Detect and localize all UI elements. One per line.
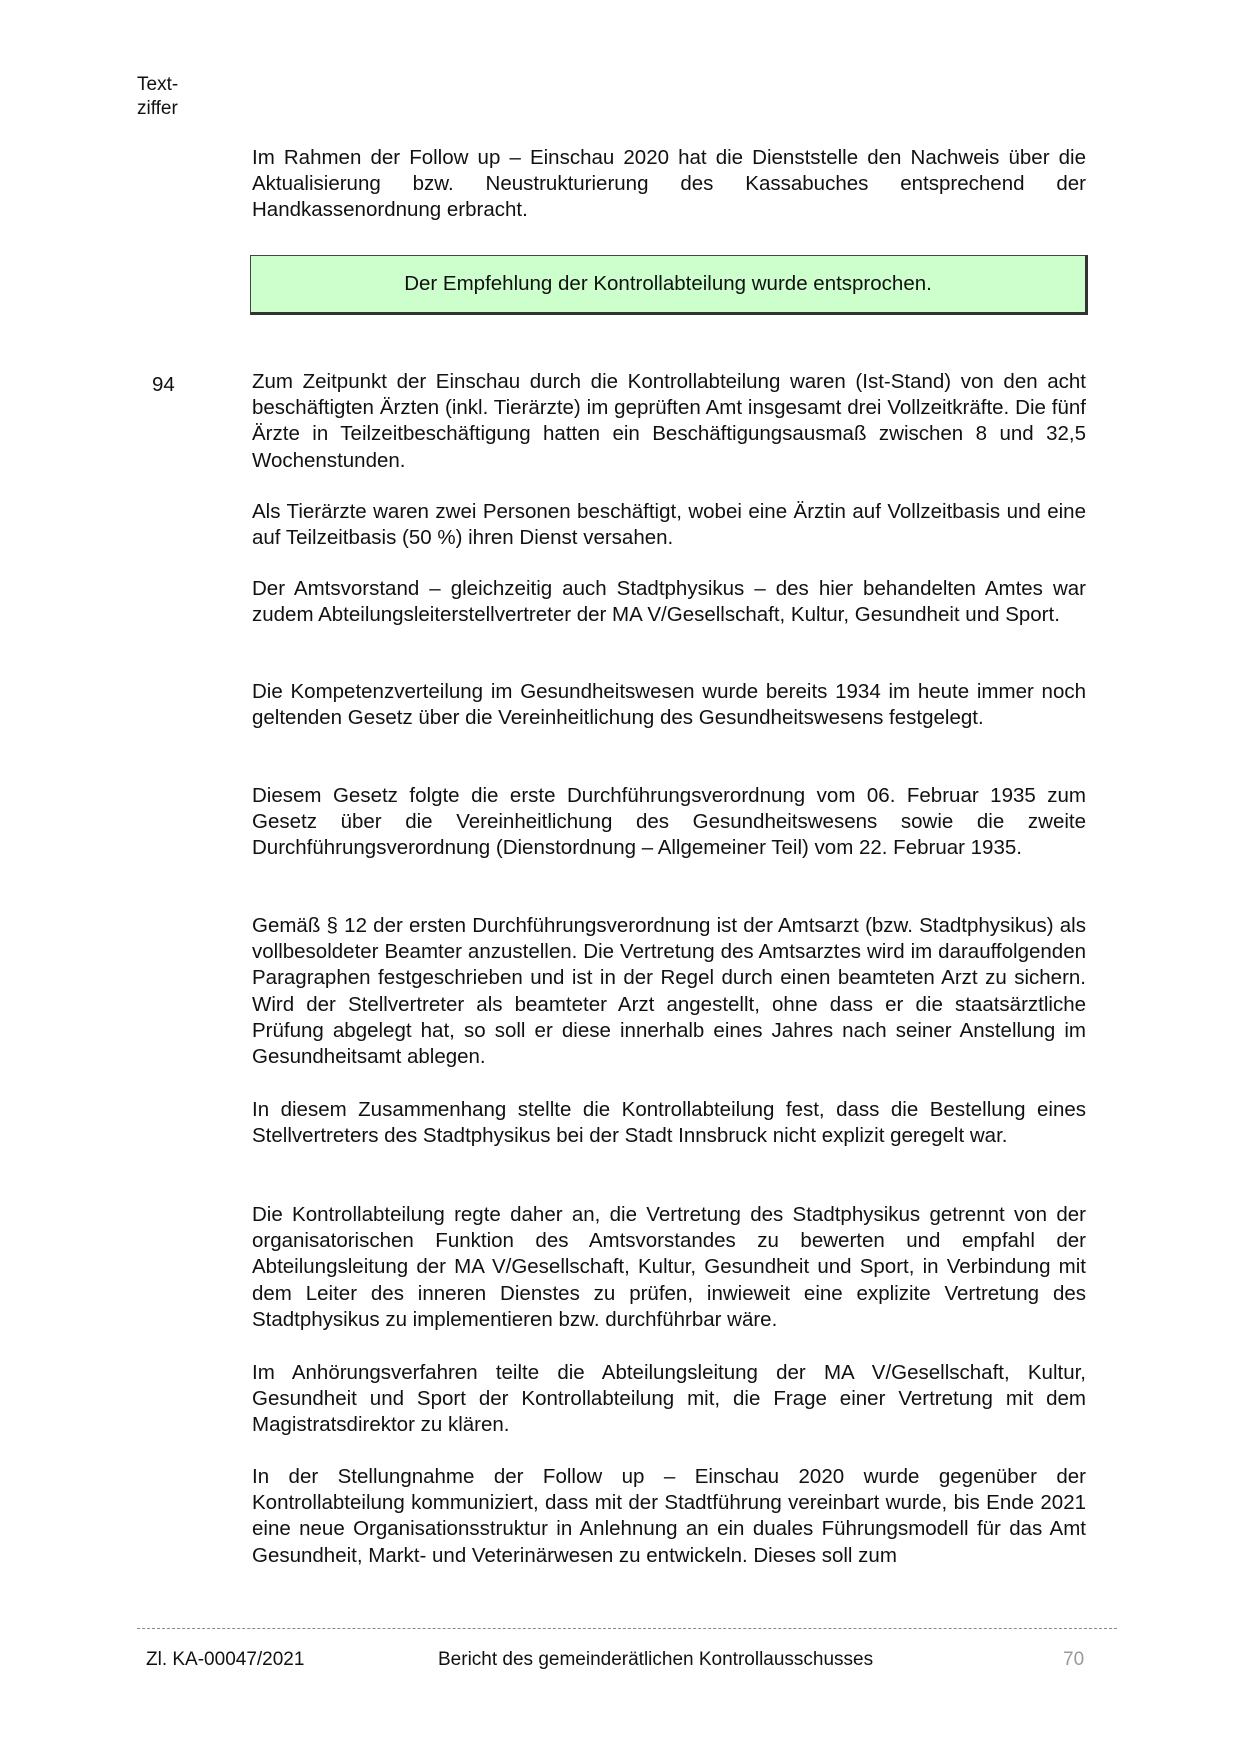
section-number: 94 (152, 373, 175, 396)
section-paragraph-1: Zum Zeitpunkt der Einschau durch die Kontrollabteilung waren (Ist-Stand) von den acht beschäftigten Ärzten (inkl. Tierärzte) im geprüften Amt insgesamt drei Vollzeitkräfte. Die fünf Ärzte in Teilzeitbeschäftigung hatten ein Beschäftigungsausmaß zwischen 8 und 32,5 Wochenstunden. (252, 370, 1086, 472)
recommendation-box (250, 255, 1088, 315)
section-paragraph-8: Die Kontrollabteilung regte daher an, die Vertretung des Stadtphysikus getrennt von der organisatorischen Funktion des Amtsvorstandes zu bewerten und empfahl der Abteilungsleitung der MA V/Gesellschaft, Kultur, Gesundheit und Sport, in Verbindung mit dem Leiter des inneren Dienstes zu prüfen, inwieweit eine explizite Vertretung des Stadtphysikus zu implementieren bzw. durchführbar wäre. (252, 1203, 1086, 1331)
footer-report-title: Bericht des gemeinderätlichen Kontrollausschusses (438, 1649, 874, 1670)
section-paragraph-7: In diesem Zusammenhang stellte die Kontrollabteilung fest, dass die Bestellung eines Stellvertreters des Stadtphysikus bei der Stadt Innsbruck nicht explizit geregelt war. (252, 1098, 1086, 1148)
section-paragraph-9: Im Anhörungsverfahren teilte die Abteilungsleitung der MA V/Gesellschaft, Kultur, Gesundheit und Sport der Kontrollabteilung mit, die Frage einer Vertretung mit dem Magistratsdirektor zu klären. (252, 1361, 1086, 1437)
section-paragraph-10: In der Stellungnahme der Follow up – Einschau 2020 wurde gegenüber der Kontrollabteilung kommuniziert, dass mit der Stadtführung vereinbart wurde, bis Ende 2021 eine neue Organisationsstruktur in Anlehnung an ein duales Führungsmodell für das Amt Gesundheit, Markt- und Veterinärwesen zu entwickeln. Dieses soll zum (252, 1465, 1086, 1567)
margin-label-textziffer: Text- ziffer (137, 74, 179, 119)
intro-paragraph: Im Rahmen der Follow up – Einschau 2020 hat die Dienststelle den Nachweis über die Aktualisierung bzw. Neustrukturierung des Kassabuches entsprechend der Handkassenordnung erbracht. (252, 146, 1086, 222)
section-paragraph-3: Der Amtsvorstand – gleichzeitig auch Stadtphysikus – des hier behandelten Amtes war zudem Abteilungsleiterstellvertreter der MA V/Gesellschaft, Kultur, Gesundheit und Sport. (252, 577, 1086, 627)
page-number: 70 (1063, 1649, 1085, 1670)
footer-reference: Zl. KA-00047/2021 (146, 1649, 305, 1670)
section-paragraph-5: Diesem Gesetz folgte die erste Durchführungsverordnung vom 06. Februar 1935 zum Gesetz über die Vereinheitlichung des Gesundheitswesens sowie die zweite Durchführungsverordnung (Dienstordnung – Allgemeiner Teil) vom 22. Februar 1935. (252, 784, 1086, 860)
section-paragraph-4: Die Kompetenzverteilung im Gesundheitswesen wurde bereits 1934 im heute immer noch geltenden Gesetz über die Vereinheitlichung des Gesundheitswesens festgelegt. (252, 680, 1086, 730)
recommendation-text: Der Empfehlung der Kontrollabteilung wurde entsprochen. (404, 272, 932, 295)
section-paragraph-6: Gemäß § 12 der ersten Durchführungsverordnung ist der Amtsarzt (bzw. Stadtphysikus) als vollbesoldeter Beamter anzustellen. Die Vertretung des Amtsarztes wird im darauffolgenden Paragraphen festgeschrieben und ist in der Regel durch einen beamteten Arzt zu sichern. Wird der Stellvertreter als beamteter Arzt angestellt, ohne dass er die staatsärztliche Prüfung abgelegt hat, so soll er diese innerhalb eines Jahres nach seiner Anstellung im Gesundheitsamt ablegen. (252, 914, 1086, 1069)
section-paragraph-2: Als Tierärzte waren zwei Personen beschäftigt, wobei eine Ärztin auf Vollzeitbasis und eine auf Teilzeitbasis (50 %) ihren Dienst versahen. (252, 500, 1086, 550)
footer-divider (137, 1628, 1117, 1629)
